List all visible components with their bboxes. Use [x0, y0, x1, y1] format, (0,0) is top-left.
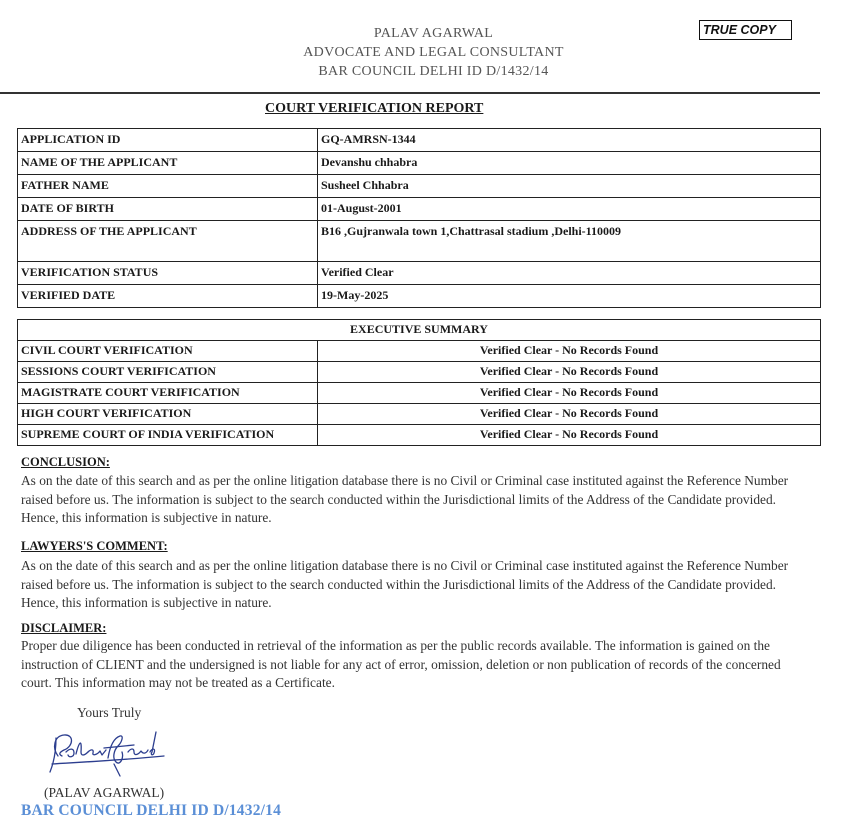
row-value: Susheel Chhabra — [318, 175, 821, 198]
executive-summary-heading: EXECUTIVE SUMMARY — [18, 320, 821, 341]
applicant-details-table — [17, 128, 821, 308]
row-label: VERIFICATION STATUS — [18, 262, 318, 285]
report-title: COURT VERIFICATION REPORT — [265, 101, 484, 116]
table-row — [18, 425, 821, 446]
closing-salutation: Yours Truly — [77, 705, 142, 720]
row-value: Devanshu chhabra — [318, 152, 821, 175]
signatory-name: (PALAV AGARWAL) — [44, 785, 165, 800]
signatory-bar-council-id: BAR COUNCIL DELHI ID D/1432/14 — [21, 802, 282, 819]
true-copy-stamp: TRUE COPY — [699, 20, 792, 40]
lawyers-comment-text: As on the date of this search and as per the online litigation database there is no Civil or Criminal case instituted against the Reference Number raised before us. The information is subject to the search conducted within the Jurisdictional limits of the Address of the Candidate provided. Hence, this information is subjective in nature. — [21, 558, 789, 610]
row-value: 19-May-2025 — [318, 285, 821, 308]
handwritten-signature — [44, 728, 166, 780]
row-value: Verified Clear - No Records Found — [318, 383, 821, 404]
row-label: SUPREME COURT OF INDIA VERIFICATION — [18, 425, 318, 446]
disclaimer-title: DISCLAIMER: — [21, 621, 107, 635]
bar-council-id: BAR COUNCIL DELHI ID D/1432/14 — [318, 64, 549, 79]
table-header-row — [18, 320, 821, 341]
row-label: HIGH COURT VERIFICATION — [18, 404, 318, 425]
row-label: CIVIL COURT VERIFICATION — [18, 341, 318, 362]
lawyers-comment-title: LAWYERS'S COMMENT: — [21, 539, 168, 553]
row-label: ADDRESS OF THE APPLICANT — [18, 221, 318, 262]
row-value: Verified Clear - No Records Found — [318, 362, 821, 383]
table-row — [18, 362, 821, 383]
row-label: MAGISTRATE COURT VERIFICATION — [18, 383, 318, 404]
header-divider — [0, 92, 820, 94]
executive-summary-table — [17, 319, 821, 446]
table-row — [18, 285, 821, 308]
row-value: Verified Clear — [318, 262, 821, 285]
row-value: GQ-AMRSN-1344 — [318, 129, 821, 152]
row-value: Verified Clear - No Records Found — [318, 404, 821, 425]
row-value: B16 ,Gujranwala town 1,Chattrasal stadium ,Delhi-110009 — [318, 221, 821, 262]
table-row — [18, 341, 821, 362]
table-row — [18, 262, 821, 285]
table-row — [18, 152, 821, 175]
row-label: VERIFIED DATE — [18, 285, 318, 308]
row-label: NAME OF THE APPLICANT — [18, 152, 318, 175]
row-value: Verified Clear - No Records Found — [318, 341, 821, 362]
table-row — [18, 175, 821, 198]
advocate-name: PALAV AGARWAL — [373, 26, 494, 41]
conclusion-text: As on the date of this search and as per the online litigation database there is no Civil or Criminal case instituted against the Reference Number raised before us. The information is subject to the search conducted within the Jurisdictional limits of the Address of the Candidate provided. Hence, this information is subjective in nature. — [21, 473, 789, 525]
disclaimer-text: Proper due diligence has been conducted in retrieval of the information as per the public records available. The information is gained on the instruction of CLIENT and the undersigned is not liable for any act of error, omission, deletion or non publication of records of the concerned court. This information may not be treated as a Certificate. — [21, 638, 781, 690]
row-value: Verified Clear - No Records Found — [318, 425, 821, 446]
row-label: FATHER NAME — [18, 175, 318, 198]
table-row — [18, 221, 821, 262]
conclusion-title: CONCLUSION: — [21, 455, 110, 469]
row-label: APPLICATION ID — [18, 129, 318, 152]
row-label: SESSIONS COURT VERIFICATION — [18, 362, 318, 383]
table-row — [18, 129, 821, 152]
table-row — [18, 198, 821, 221]
table-row — [18, 383, 821, 404]
advocate-title: ADVOCATE AND LEGAL CONSULTANT — [303, 45, 564, 60]
table-row — [18, 404, 821, 425]
row-label: DATE OF BIRTH — [18, 198, 318, 221]
row-value: 01-August-2001 — [318, 198, 821, 221]
